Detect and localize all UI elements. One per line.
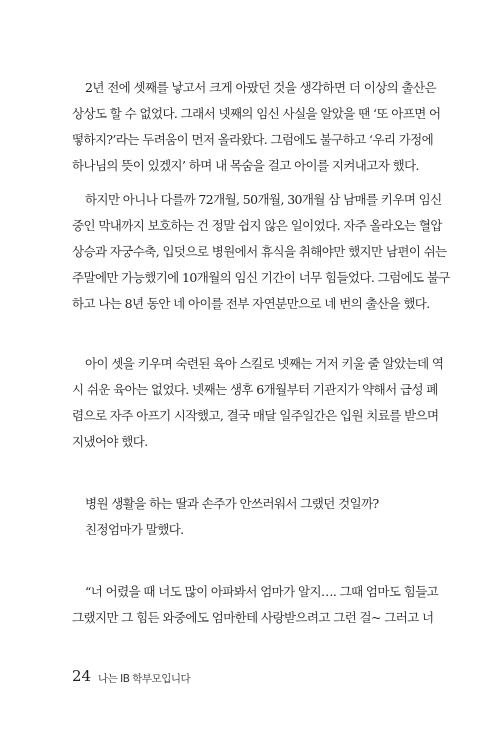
text-line: “너 어렸을 때 너도 많이 아파봐서 엄마가 알지…. 그때 엄마도 힘들고 — [85, 584, 439, 599]
text-line: 2년 전에 셋째를 낳고서 크게 아팠던 것을 생각하면 더 이상의 출산은 — [85, 80, 436, 95]
text-line: 상상도 할 수 없었다. 그래서 넷째의 임신 사실을 알았을 땐 ‘또 아프면 어 — [72, 106, 441, 121]
text-line: 하고 나는 8년 동안 네 아이를 전부 자연분만으로 네 번의 출산을 했다. — [72, 296, 430, 311]
text-line: 시 쉬운 육아는 없었다. 넷째는 생후 6개월부터 기관지가 약해서 급성 폐 — [72, 382, 438, 397]
text-line: 친정엄마가 말했다. — [85, 522, 184, 537]
text-line: 병원 생활을 하는 딸과 손주가 안쓰러워서 그랬던 것일까? — [85, 496, 379, 511]
text-line: 아이 셋을 키우며 숙련된 육아 스킬로 넷째는 거저 키울 줄 알았는데 역 — [85, 356, 444, 371]
text-line: 상승과 자궁수축, 입덧으로 병원에서 휴식을 취해야만 했지만 남편이 쉬는 — [72, 244, 447, 259]
page-number: 24 — [72, 667, 92, 685]
text-line: 지냈어야 했다. — [72, 434, 148, 449]
text-line: 중인 막내까지 보호하는 건 정말 쉽지 않은 일이었다. 자주 올라오는 혈압 — [72, 218, 442, 233]
text-line: 떻하지?’라는 두려움이 먼저 올라왔다. 그럼에도 불구하고 ‘우리 가정에 — [72, 132, 434, 147]
text-line: 주말에만 가능했기에 10개월의 임신 기간이 너무 힘들었다. 그럼에도 불구 — [72, 270, 450, 285]
text-line: 하지만 아니나 다를까 72개월, 50개월, 30개월 삼 남매를 키우며 임신 — [85, 192, 442, 207]
text-line: 렴으로 자주 아프기 시작했고, 결국 매달 일주일간은 입원 치료를 받으며 — [72, 408, 439, 423]
text-line: 하나님의 뜻이 있겠지’ 하며 내 목숨을 걸고 아이를 지켜내고자 했다. — [72, 158, 419, 173]
running-footer-title: 나는 IB 학부모입니다 — [98, 673, 191, 685]
text-line: 그랬지만 그 힘든 와중에도 엄마한테 사랑받으려고 그런 걸~ 그러고 너 — [72, 610, 434, 625]
